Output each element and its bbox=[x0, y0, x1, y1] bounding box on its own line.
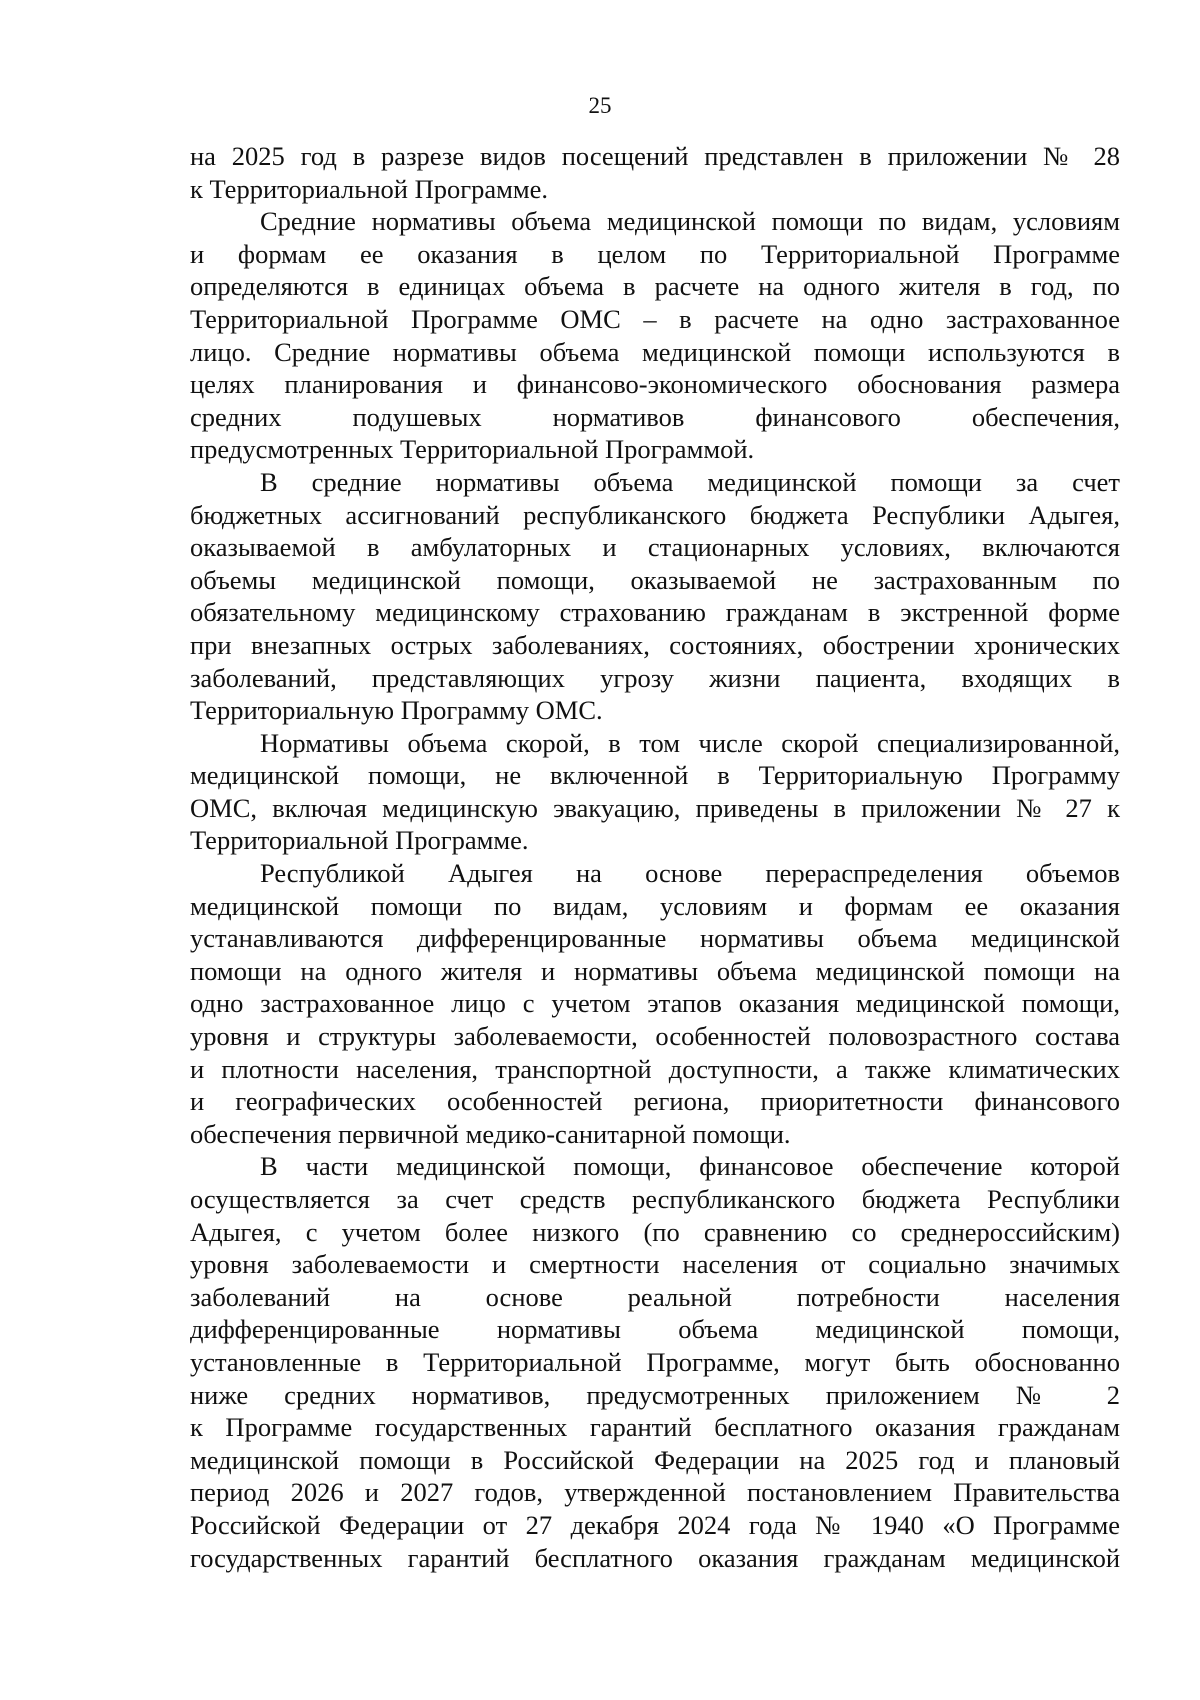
text-line: ниже средних нормативов, предусмотренных приложением № 2 bbox=[190, 1379, 1120, 1410]
text-line: дифференцированные нормативы объема медицинской помощи, bbox=[190, 1314, 1120, 1345]
text-line: Территориальной Программе ОМС – в расчете на одно застрахованное bbox=[190, 303, 1120, 334]
text-line: В части медицинской помощи, финансовое обеспечение которой bbox=[260, 1151, 1120, 1182]
text-line: Российской Федерации от 27 декабря 2024 года № 1940 «О Программе bbox=[190, 1509, 1120, 1540]
text-line: средних подушевых нормативов финансового обеспечения, bbox=[190, 401, 1120, 432]
text-line: обязательному медицинскому страхованию гражданам в экстренной форме bbox=[190, 597, 1120, 628]
text-line: Нормативы объема скорой, в том числе скорой специализированной, bbox=[260, 727, 1120, 758]
document-body bbox=[190, 140, 1120, 1574]
paragraph bbox=[190, 466, 1120, 727]
text-line: медицинской помощи, не включенной в Территориальную Программу bbox=[190, 760, 1120, 791]
text-line: к Территориальной Программе. bbox=[190, 173, 549, 204]
text-line: заболеваний, представляющих угрозу жизни пациента, входящих в bbox=[190, 662, 1120, 693]
text-line: осуществляется за счет средств республиканского бюджета Республики bbox=[190, 1184, 1120, 1214]
text-line: определяются в единицах объема в расчете на одного жителя в год, по bbox=[190, 271, 1120, 302]
text-line: Территориальную Программу ОМС. bbox=[190, 695, 603, 726]
text-line: на 2025 год в разрезе видов посещений представлен в приложении № 28 bbox=[190, 141, 1120, 171]
text-line: к Программе государственных гарантий бесплатного оказания гражданам bbox=[190, 1412, 1120, 1443]
paragraph bbox=[190, 727, 1120, 857]
text-line: устанавливаются дифференцированные нормативы объема медицинской bbox=[190, 923, 1120, 954]
text-line: заболеваний на основе реальной потребности населения bbox=[190, 1281, 1120, 1312]
text-line: Территориальной Программе. bbox=[190, 825, 529, 856]
text-line: ОМС, включая медицинскую эвакуацию, приведены в приложении № 27 к bbox=[190, 792, 1120, 823]
text-line: период 2026 и 2027 годов, утвержденной постановлением Правительства bbox=[190, 1477, 1120, 1508]
text-line: бюджетных ассигнований республиканского бюджета Республики Адыгея, bbox=[190, 499, 1120, 530]
text-line: уровня заболеваемости и смертности населения от социально значимых bbox=[190, 1249, 1120, 1280]
text-line: и формам ее оказания в целом по Территориальной Программе bbox=[190, 238, 1120, 269]
text-line: медицинской помощи в Российской Федерации на 2025 год и плановый bbox=[190, 1444, 1120, 1475]
text-line: при внезапных острых заболеваниях, состояниях, обострении хронических bbox=[190, 629, 1120, 660]
text-line: обеспечения первичной медико-санитарной помощи. bbox=[190, 1118, 791, 1149]
text-line: установленные в Территориальной Программе, могут быть обоснованно bbox=[190, 1346, 1120, 1377]
text-line: Республикой Адыгея на основе перераспределения объемов bbox=[260, 858, 1120, 889]
text-line: Адыгея, с учетом более низкого (по сравнению со среднероссийским) bbox=[190, 1216, 1120, 1247]
paragraph bbox=[190, 857, 1120, 1150]
text-line: В средние нормативы объема медицинской помощи за счет bbox=[260, 466, 1120, 497]
paragraph bbox=[190, 140, 1120, 205]
text-line: и географических особенностей региона, приоритетности финансового bbox=[190, 1086, 1120, 1117]
text-line: уровня и структуры заболеваемости, особенностей половозрастного состава bbox=[190, 1021, 1120, 1052]
page-number: 25 bbox=[588, 93, 612, 118]
paragraph bbox=[190, 205, 1120, 466]
text-line: объемы медицинской помощи, оказываемой не застрахованным по bbox=[190, 564, 1120, 595]
text-line: предусмотренных Территориальной Программой. bbox=[190, 434, 755, 465]
text-line: целях планирования и финансово-экономического обоснования размера bbox=[190, 369, 1120, 400]
text-line: оказываемой в амбулаторных и стационарных условиях, включаются bbox=[190, 532, 1120, 563]
text-line: и плотности населения, транспортной доступности, а также климатических bbox=[190, 1053, 1120, 1084]
text-line: Средние нормативы объема медицинской помощи по видам, условиям bbox=[260, 206, 1120, 237]
text-line: медицинской помощи по видам, условиям и формам ее оказания bbox=[190, 890, 1120, 921]
text-line: государственных гарантий бесплатного оказания гражданам медицинской bbox=[190, 1542, 1120, 1573]
paragraph bbox=[190, 1150, 1120, 1574]
text-line: помощи на одного жителя и нормативы объема медицинской помощи на bbox=[190, 955, 1120, 986]
text-line: лицо. Средние нормативы объема медицинской помощи используются в bbox=[190, 336, 1120, 367]
text-line: одно застрахованное лицо с учетом этапов оказания медицинской помощи, bbox=[190, 988, 1120, 1019]
